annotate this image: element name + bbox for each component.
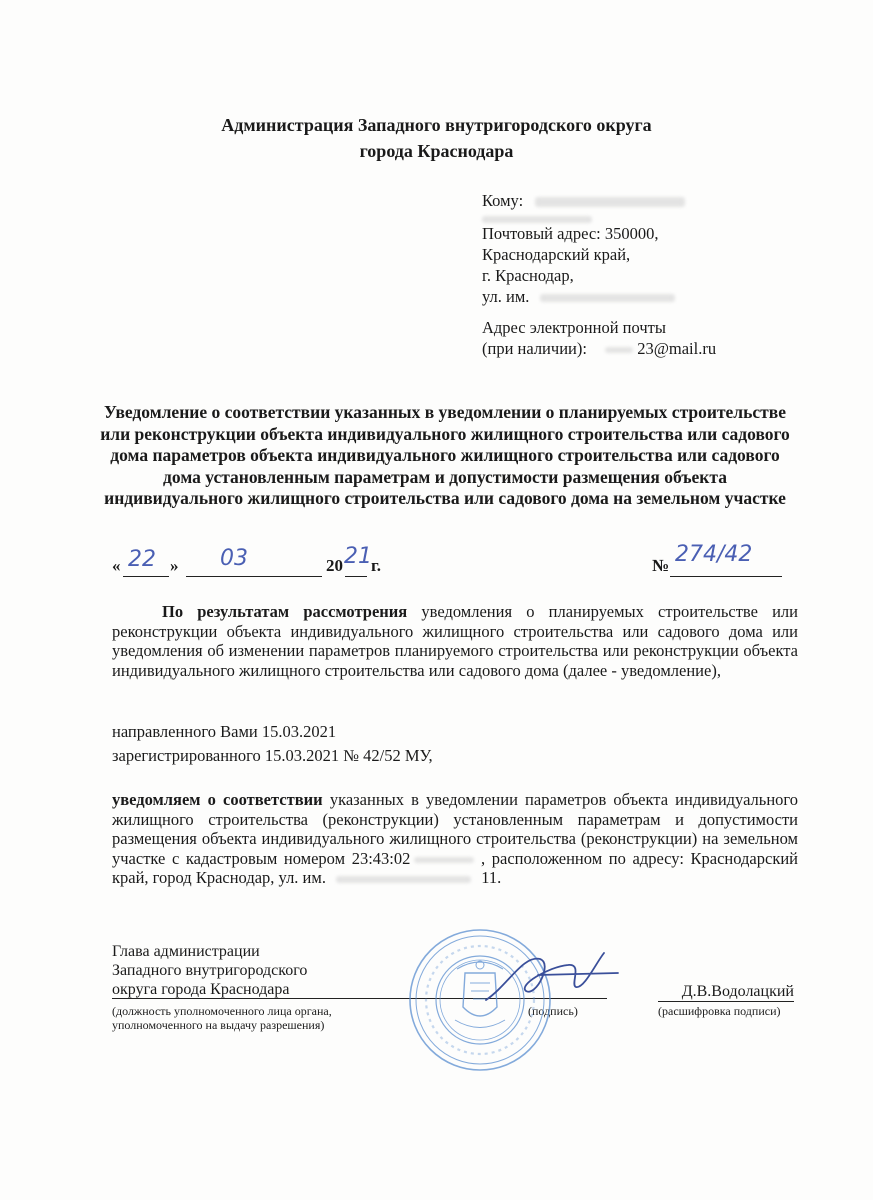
notify-bold: уведомляем о соответствии — [112, 790, 323, 809]
number-label: № — [652, 556, 670, 575]
handwritten-number: 274/42 — [675, 542, 753, 567]
recipient-to-label: Кому: — [482, 191, 524, 210]
year-underline — [345, 576, 367, 577]
notify-text: указанных в уведомлении параметров объекта индивидуального жилищного строительства (реконструкции) установленным параметрам и допустимости размещения объекта индивидуального жилищного строительства (реконструкции) на земельном участке с кадастровым номером 23:43:02 — [112, 790, 799, 868]
postal-line-1: Почтовый адрес: 350000, — [482, 224, 659, 243]
year-prefix: 20 — [326, 556, 343, 575]
signer-name: Д.В.Водолацкий — [658, 982, 794, 1002]
postal-line-4: ул. им. — [482, 287, 530, 306]
number-underline — [670, 576, 782, 577]
redacted-street — [540, 294, 675, 302]
handwritten-day: 22 — [128, 547, 156, 572]
redacted-cadastral — [414, 857, 474, 863]
month-underline — [186, 576, 322, 577]
position-line-3: округа города Краснодара — [112, 981, 290, 998]
position-line-1: Глава администрации — [112, 943, 260, 960]
recipient-block — [482, 190, 782, 359]
email-value: 23@mail.ru — [637, 339, 717, 358]
day-underline — [123, 576, 169, 577]
redacted-email — [605, 347, 633, 353]
house-number: 11. — [481, 868, 502, 887]
sign-caption: (подпись) — [528, 1004, 578, 1018]
notify-paragraph: уведомляем о соответствии указанных в уведомлении параметров объекта индивидуального жилищного строительства (реконструкции) установленным параметрам и допустимости размещения объекта индивидуального жилищного строительства (реконструкции) на земельном участке с кадастровым номером 23:43:02 , расположенном по адресу: Краснодарский край, город Краснодар, ул. им. 11. — [112, 790, 799, 887]
issuer-line-2: города Краснодара — [359, 141, 514, 161]
street-prefix: ул. им. — [278, 868, 326, 887]
redacted-name-2 — [482, 216, 592, 223]
redacted-street-2 — [336, 876, 471, 883]
address-text: расположенном по адресу: Краснодарский край, город Краснодар, — [112, 848, 799, 887]
sent-label: направленного Вами — [112, 722, 258, 741]
name-caption: (расшифровка подписи) — [658, 1004, 781, 1018]
handwritten-year: 21 — [344, 544, 372, 569]
handwritten-month: 03 — [220, 546, 248, 571]
document-title: Уведомление о соответствии указанных в уведомлении о планируемых строительстве или реконструкции объекта индивидуального жилищного строительства или садового дома параметров объекта индивидуального жилищного строительства или садового дома установленным параметрам и допустимости размещения объекта индивидуального жилищного строительства или садового дома на земельном участке — [100, 402, 790, 508]
postal-line-3: г. Краснодар, — [482, 266, 574, 285]
intro-text: уведомления о планируемых строительстве или реконструкции объекта индивидуального жилищного строительства или садового дома или уведомления об изменении параметров планируемого строительства или реконструкции объекта индивидуального жилищного строительства или садового дома (далее - уведомление), — [112, 602, 798, 680]
close-quote: » — [170, 556, 179, 575]
sent-date: 15.03.2021 — [261, 722, 337, 741]
date-number-line — [112, 542, 782, 580]
position-line-2: Западного внутригородского — [112, 962, 308, 979]
sent-line — [112, 722, 798, 742]
open-quote: « — [112, 556, 121, 575]
position-caption — [112, 1004, 332, 1032]
redacted-name — [535, 197, 685, 207]
issuer-line-1: Администрация Западного внутригородского округа — [221, 115, 652, 135]
position-caption-1: (должность уполномоченного лица органа, — [112, 1004, 332, 1018]
issuer-header — [0, 112, 873, 164]
email-label: Адрес электронной почты — [482, 318, 666, 337]
intro-bold: По результатам рассмотрения — [162, 602, 408, 621]
email-line: (при наличии): — [482, 339, 587, 358]
intro-paragraph — [112, 602, 798, 680]
handwritten-signature — [478, 945, 628, 1015]
position-caption-2: уполномоченного на выдачу разрешения) — [112, 1018, 325, 1032]
postal-line-2: Краснодарский край, — [482, 245, 631, 264]
year-unit: г. — [371, 556, 382, 575]
registered-line: зарегистрированного 15.03.2021 № 42/52 МУ, — [112, 746, 433, 765]
